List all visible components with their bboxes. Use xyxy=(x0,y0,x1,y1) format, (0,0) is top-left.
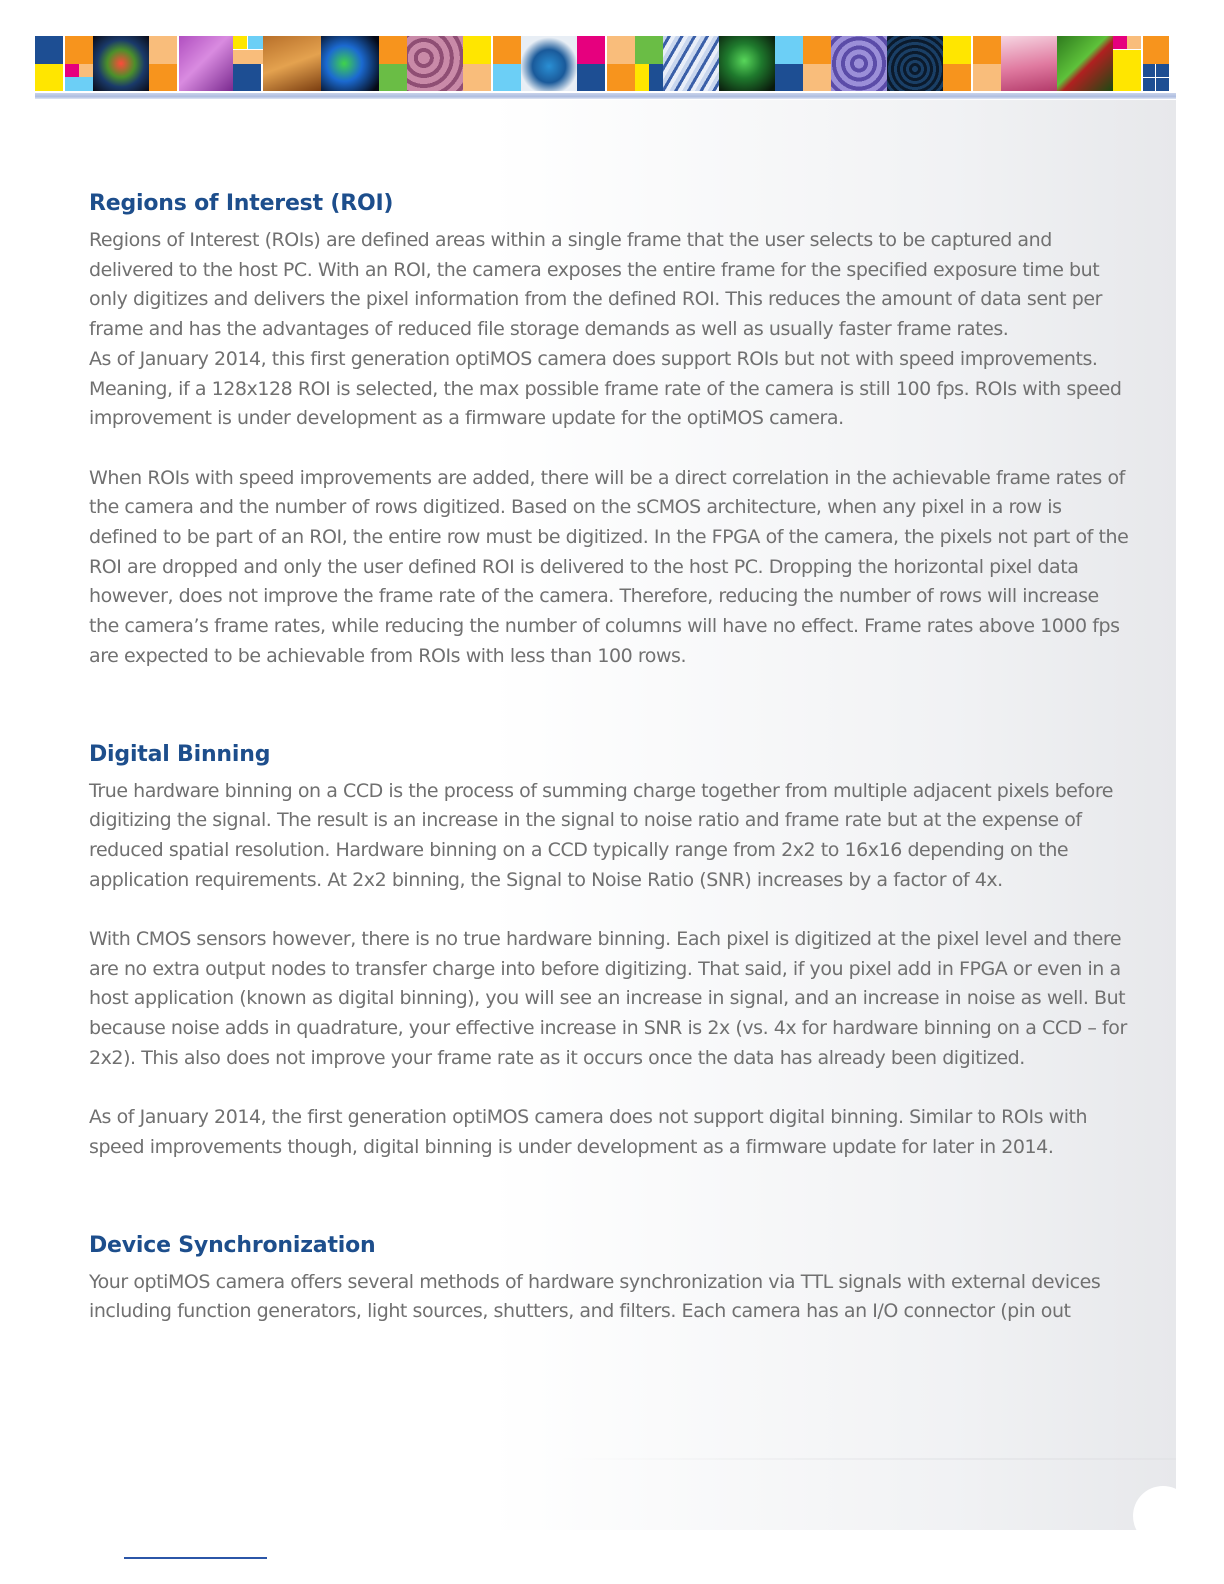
banner-divider xyxy=(35,93,1176,99)
paragraph: Your optiMOS camera offers several methods of hardware synchronization via TTL signals with external devices including function generators, light sources, shutters, and filters. Each camera has an I/O connector (pin out xyxy=(89,1270,1101,1323)
stained-tissue-thumbnail xyxy=(263,36,321,91)
paragraph: True hardware binning on a CCD is the process of summing charge together from multiple adjacent pixels before digitizing the signal. The result is an increase in the signal to noise ratio and frame rate but at the expense of reduced spatial resolution. Hardware binning on a CCD typically range from 2x2 to 16x16 depending on the application requirements. At 2x2 binning, the Signal to Noise Ratio (SNR) increases by a factor of 4x. xyxy=(89,779,1114,891)
banner-squares xyxy=(635,36,663,91)
banner-squares xyxy=(463,36,521,91)
document-body xyxy=(89,188,1129,1327)
fluorescence-thumbnail xyxy=(321,36,379,91)
banner-squares xyxy=(943,36,1001,91)
footer-link-underline[interactable] xyxy=(124,1557,267,1559)
green-cells-thumbnail xyxy=(719,36,775,91)
page-corner-tab xyxy=(1133,1486,1193,1546)
paragraph: When ROIs with speed improvements are added, there will be a direct correlation in the achievable frame rates of the camera and the number of rows digitized. Based on the sCMOS architecture, when any pixel in a row is defined to be part of an ROI, the entire row must be digitized. In the FPGA of the camera, the pixels not part of the ROI are dropped and only the user defined ROI is delivered to the host PC. Dropping the horizontal pixel data however, does not improve the frame rate of the camera. Therefore, reducing the number of rows will increase the camera’s frame rates, while reducing the number of columns will have no effect. Frame rates above 1000 fps are expected to be achievable from ROIs with less than 100 rows. xyxy=(89,466,1129,667)
banner-squares xyxy=(775,36,803,91)
organism-thumbnail xyxy=(521,36,577,91)
purple-tissue-thumbnail xyxy=(831,36,887,91)
banner-squares xyxy=(35,36,93,91)
section-heading: Regions of Interest (ROI) xyxy=(89,191,394,216)
section-roi xyxy=(89,188,1129,672)
banner-squares xyxy=(1113,36,1169,91)
cell-image-thumbnail xyxy=(93,36,149,91)
pink-tissue-thumbnail xyxy=(1001,36,1057,91)
section-heading: Device Synchronization xyxy=(89,1232,376,1258)
section-digital-binning xyxy=(89,739,1129,1163)
paragraph: With CMOS sensors however, there is no true hardware binning. Each pixel is digitized at the pixel level and there are no extra output nodes to transfer charge into before digitizing. That said, if you pixel add in FPGA or even in a host application (known as digital binning), you will see an increase in signal, and an increase in noise as well. But because noise adds in quadrature, your effective increase in SNR is 2x (vs. 4x for hardware binning on a CCD – for 2x2). This also does not improve your frame rate as it occurs once the data has already been digitized. xyxy=(89,928,1127,1069)
section-device-synchronization xyxy=(89,1230,1129,1327)
fiber-image-thumbnail xyxy=(663,36,719,91)
banner-squares xyxy=(577,36,635,91)
banner-squares xyxy=(149,36,179,91)
banner-squares xyxy=(803,36,831,91)
banner-squares xyxy=(233,36,263,91)
paragraph: As of January 2014, the first generation optiMOS camera does not support digital binning. Similar to ROIs with speed improvements though, digital binning is under development as a firmware update for later in 2014. xyxy=(89,1106,1088,1158)
section-heading: Digital Binning xyxy=(89,741,271,767)
footer-divider xyxy=(560,1458,1176,1460)
fingerprint-thumbnail xyxy=(887,36,943,91)
image-banner xyxy=(35,36,1176,91)
paragraph: Regions of Interest (ROIs) are defined areas within a single frame that the user selects to be captured and delivered to the host PC. With an ROI, the camera exposes the entire frame for the specified exposure time but only digitizes and delivers the pixel information from the defined ROI. This reduces the amount of data sent per frame and has the advantages of reduced file storage demands as well as usually faster frame rates. xyxy=(89,229,1102,341)
green-vessel-thumbnail xyxy=(1057,36,1113,91)
tissue-image-thumbnail xyxy=(179,36,233,91)
cellular-texture-thumbnail xyxy=(407,36,463,91)
banner-squares xyxy=(379,36,407,91)
paragraph: As of January 2014, this first generation optiMOS camera does support ROIs but not with speed improvements. Meaning, if a 128x128 ROI is selected, the max possible frame rate of the camera is still 100 fps. ROIs with speed improvement is under development as a firmware update for the optiMOS camera. xyxy=(89,347,1122,430)
